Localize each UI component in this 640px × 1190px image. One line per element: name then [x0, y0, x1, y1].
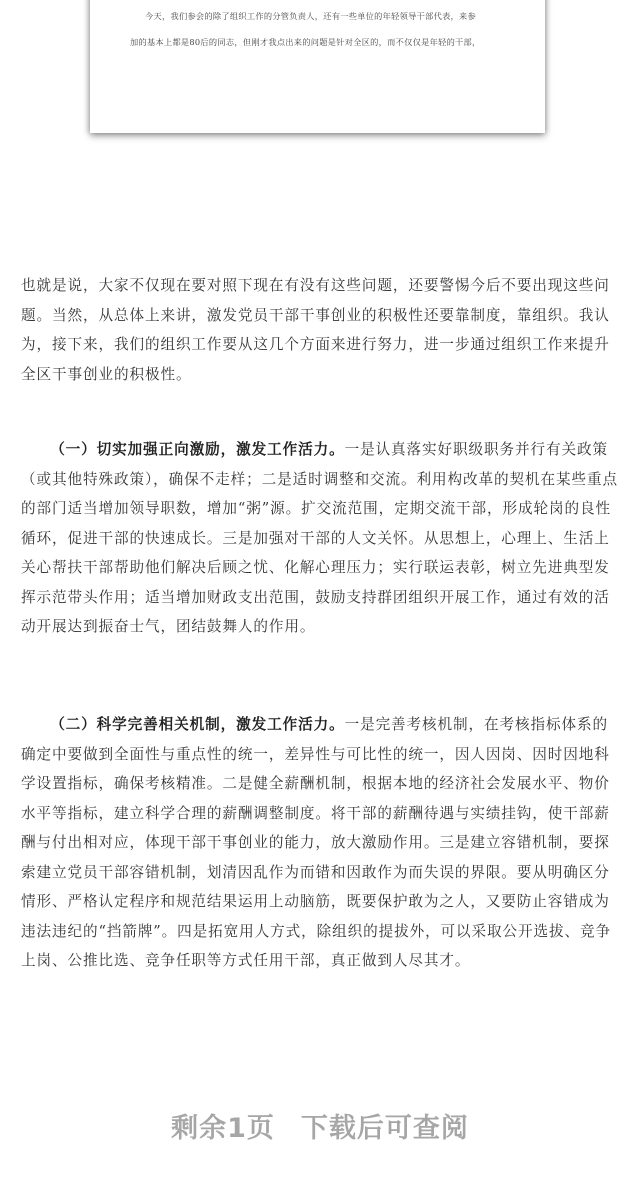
- remaining-pages-label: 剩余1页: [171, 1113, 275, 1144]
- preview-text-line: 今天，我们参会的除了组织工作的分管负责人，还有一些单位的年轻领导干部代表，来参: [145, 11, 477, 21]
- body-paragraph-section-2: [21, 710, 621, 976]
- section-text: 一是完善考核机制，在考核指标体系的确定中要做到全面性与重点性的统一，差异性与可比性的统一，因人因岗、因时因地科学设置指标，确保考核精准。二是健全薪酬机制，根据本地的经济社会发展水平、物价水平等指标，建立科学合理的薪酬调整制度。将干部的薪酬待遇与实绩挂钩，使干部薪酬与付出相对应，体现干部干事创业的能力，放大激励作用。三是建立容错机制，要探索建立党员干部容错机制，划清因乱作为而错和因敢作为而失误的界限。要从明确区分情形、严格认定程序和规范结果运用上动脑筋，既要保护敢为之人，又要防止容错成为违法违纪的“挡箭牌”。四是拓宽用人方式，除组织的提拔外，可以采取公开选拔、竞争上岗、公推比选、竞争任职等方式任用干部，真正做到人尽其才。: [21, 716, 611, 969]
- document-preview-card: [90, 0, 545, 133]
- preview-text-line: 加的基本上都是80后的同志，但刚才我点出来的问题是针对全区的，而不仅仅是年轻的干部，: [130, 37, 481, 47]
- section-heading: （一）切实加强正向激励，激发工作活力。: [50, 441, 345, 458]
- body-paragraph: 也就是说，大家不仅现在要对照下现在有没有这些问题，还要警惕今后不要出现这些问题。当然，从总体上来讲，激发党员干部干事创业的积极性还要靠制度，靠组织。我认为，接下来，我们的组织工作要从这几个方面来进行努力，进一步通过组织工作来提升全区干事创业的积极性。: [21, 277, 610, 383]
- remaining-pages-banner[interactable]: [0, 1106, 640, 1145]
- section-heading: （二）科学完善相关机制，激发工作活力。: [50, 716, 345, 733]
- body-paragraph-section-1: [21, 435, 621, 642]
- download-hint-label: 下载后可查阅: [300, 1113, 469, 1144]
- section-text: 一是认真落实好职级职务并行有关政策（或其他特殊政策），确保不走样；二是适时调整和交流。利用构改革的契机在某些重点的部门适当增加领导职数，增加“粥”源。扩交流范围，定期交流干部，形成轮岗的良性循环，促进干部的快速成长。三是加强对干部的人文关怀。从思想上，心理上、生活上关心帮扶干部帮助他们解决后顾之忧、化解心理压力；实行联运表彰，树立先进典型发挥示范带头作用；适当增加财政支出范围，鼓励支持群团组织开展工作，通过有效的活动开展达到振奋士气，团结鼓舞人的作用。: [21, 441, 618, 635]
